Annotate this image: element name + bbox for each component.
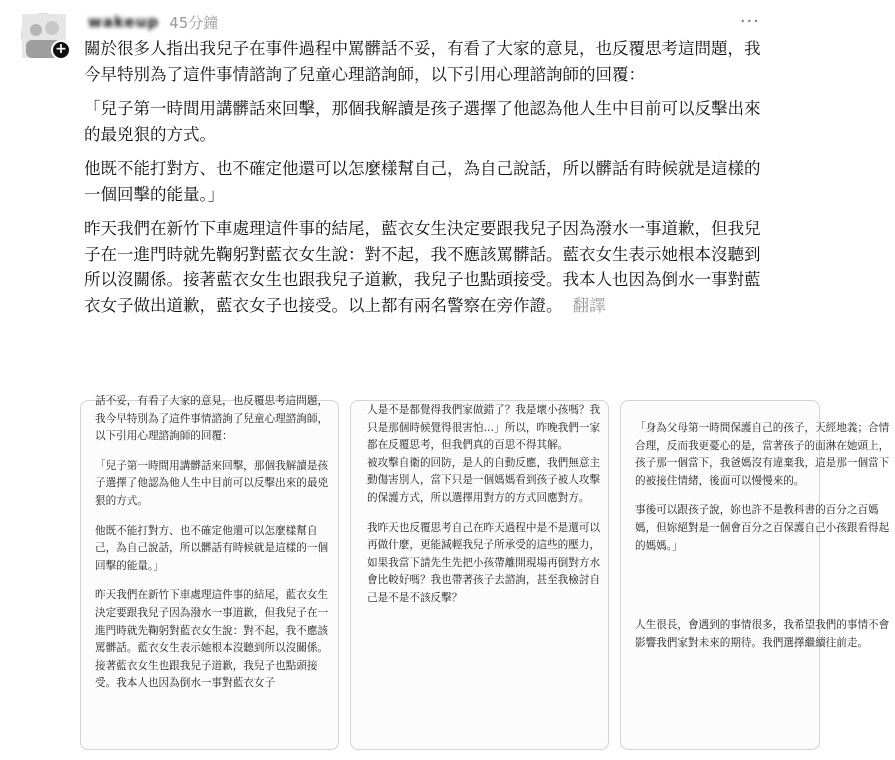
- card2-paragraph: 我昨天也反覆思考自己在昨天過程中是不是還可以再做什麼，更能減輕我兒子所承受的這些的壓力，如果我當下請先生先把小孩帶離開現場再倒對方水會比較好嗎？我也帶著孩子去諮詢，甚至我檢討自己是不是不該反擊？: [367, 521, 601, 604]
- translate-link[interactable]: 翻譯: [572, 295, 606, 315]
- gallery-image-3-text: [635, 420, 895, 664]
- post-header: [88, 10, 760, 34]
- card3-paragraph: 「身為父母第一時間保護自己的孩子，天經地義；合情合理，反而我更憂心的是，當著孩子的面淋在她頭上，孩子那一個當下，我爸媽沒有違棄我，這是那一個當下的被接住情緒，後面可以慢慢來的。: [635, 422, 890, 487]
- gallery-image-1[interactable]: [80, 395, 339, 750]
- card1-paragraph: 「兒子第一時間用講髒話來回擊，那個我解讀是孩子選擇了他認為他人生中目前可以反擊出來的最兇狠的方式。: [95, 459, 329, 507]
- card3-paragraph: 事後可以跟孩子說，妳也許不是教科書的百分之百媽媽，但妳絕對是一個會百分之百保護自己小孩跟看得起的媽媽。」: [635, 504, 890, 552]
- post-paragraph-4: [84, 216, 764, 318]
- gallery-image-1-text: [95, 393, 333, 705]
- post-paragraph-2: 「兒子第一時間用講髒話來回擊，那個我解讀是孩子選擇了他認為他人生中目前可以反擊出來的最兇狠的方式。: [84, 99, 761, 144]
- card1-paragraph: 他既不能打對方、也不確定他還可以怎麼樣幫自己，為自己說話，所以髒話有時候就是這樣的一個回擊的能量。」: [95, 524, 329, 572]
- card2-paragraph: 人是不是都覺得我們家做錯了？我是壞小孩嗎？我只是那個時候覺得很害怕…」所以，昨晚我們一家都在反覆思考，但我們真的百思不得其解。 被攻擊自衛的回防，是人的自動反應，我們無意主動傷害別人，當下只是一個媽媽看到孩子被人攻擊的保護方式，所以選擇用對方的方式回應對方。: [367, 404, 601, 504]
- card1-paragraph: 昨天我們在新竹下車處理這件事的結尾，藍衣女生決定要跟我兒子因為潑水一事道歉，但我兒子在一進門時就先鞠躬對藍衣女生說：對不起，我不應該罵髒話。藍衣女生表示她根本沒聽到所以沒關係。接著藍衣女生也跟我兒子道歉，我兒子也點頭接受。我本人也因為倒水一事對藍衣女子: [95, 589, 329, 690]
- gallery-image-2[interactable]: [350, 400, 609, 750]
- gallery-image-2-text: [367, 402, 603, 620]
- more-options-icon[interactable]: ···: [739, 11, 760, 32]
- post-paragraph-1: 關於很多人指出我兒子在事件過程中罵髒話不妥，有看了大家的意見，也反覆思考這問題，我今早特別為了這件事情諮詢了兒童心理諮詢師，以下引用心理諮詢師的回覆：: [84, 39, 761, 84]
- avatar-wrapper[interactable]: [21, 13, 65, 57]
- image-gallery[interactable]: [80, 395, 890, 760]
- card3-paragraph: 人生很長，會遇到的事情很多，我希望我們的事情不會影響我們家對未來的期待。我們選擇繼續往前走。: [635, 619, 890, 649]
- timestamp: 45分鐘: [169, 13, 219, 32]
- post-paragraph-3: 他既不能打對方、也不確定他還可以怎麼樣幫自己，為自己說話，所以髒話有時候就是這樣的一個回擊的能量。」: [84, 159, 761, 204]
- follow-plus-icon[interactable]: +: [51, 40, 71, 60]
- gallery-image-3[interactable]: [620, 400, 890, 750]
- post-paragraph-4-text: 昨天我們在新竹下車處理這件事的結尾，藍衣女生決定要跟我兒子因為潑水一事道歉，但我兒子在一進門時就先鞠躬對藍衣女生說：對不起，我不應該罵髒話。藍衣女生表示她根本沒聽到所以沒關係。接著藍衣女生也跟我兒子道歉，我兒子也點頭接受。我本人也因為倒水一事對藍衣女子做出道歉，藍衣女子也接受。以上都有兩名警察在旁作證。: [84, 219, 761, 315]
- post-body: [84, 36, 764, 327]
- username[interactable]: wakeup: [88, 13, 160, 31]
- card1-paragraph: 話不妥，有看了大家的意見，也反覆思考這問題，我今早特別為了這件事情諮詢了兒童心理諮詢師，以下引用心理諮詢師的回覆：: [95, 395, 329, 443]
